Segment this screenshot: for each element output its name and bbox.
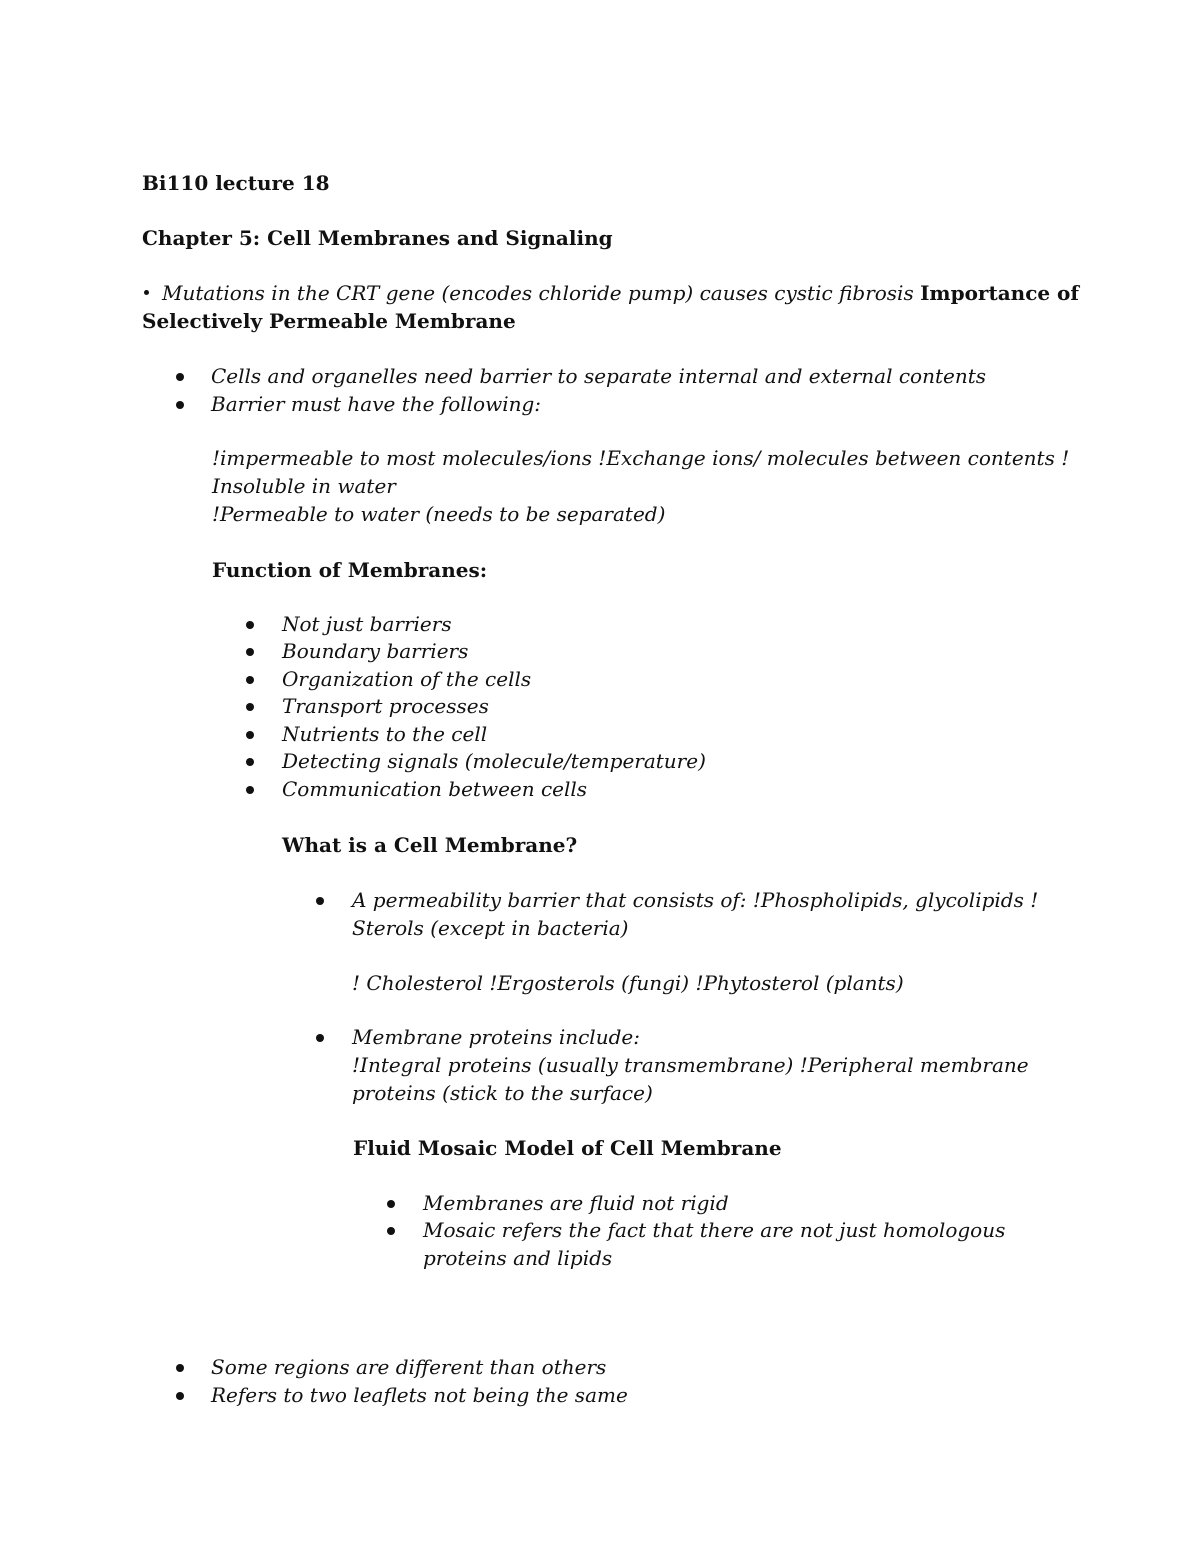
fluid-mosaic-heading: Fluid Mosaic Model of Cell Membrane xyxy=(353,1136,782,1160)
list-item: Membrane proteins include: xyxy=(352,1025,640,1049)
list-item-continuation: !Integral proteins (usually transmembrane) !Peripheral membrane xyxy=(352,1053,1029,1077)
list-item: Some regions are different than others xyxy=(211,1355,607,1379)
list-item: Membranes are fluid not rigid xyxy=(423,1191,729,1215)
bullet-marker xyxy=(176,373,184,381)
bullet-marker xyxy=(246,648,254,656)
bullet-marker xyxy=(176,1364,184,1372)
list-item: Refers to two leaflets not being the same xyxy=(211,1383,628,1407)
list-item: Nutrients to the cell xyxy=(282,722,488,746)
bullet-marker xyxy=(144,290,149,295)
bullet-marker xyxy=(246,758,254,766)
list-item-continuation: proteins and lipids xyxy=(423,1246,613,1270)
list-item: Mosaic refers the fact that there are not just homologous xyxy=(423,1218,1006,1242)
list-item-continuation: proteins (stick to the surface) xyxy=(352,1081,653,1105)
bullet-marker xyxy=(387,1200,395,1208)
list-item: Communication between cells xyxy=(282,777,588,801)
barrier-requirements-line: !impermeable to most molecules/ions !Exchange ions/ molecules between contents ! xyxy=(212,446,1070,470)
bullet-marker xyxy=(387,1227,395,1235)
bullet-marker xyxy=(246,676,254,684)
bullet-marker xyxy=(176,401,184,409)
list-item: Organization of the cells xyxy=(282,667,532,691)
intro-line xyxy=(162,279,1079,307)
sterols-line: ! Cholesterol !Ergosterols (fungi) !Phytosterol (plants) xyxy=(352,971,904,995)
list-item: Not just barriers xyxy=(282,612,452,636)
list-item-continuation: Sterols (except in bacteria) xyxy=(352,916,629,940)
list-item: A permeability barrier that consists of: !Phospholipids, glycolipids ! xyxy=(352,888,1039,912)
chapter-heading: Chapter 5: Cell Membranes and Signaling xyxy=(142,226,613,250)
document-title: Bi110 lecture 18 xyxy=(142,171,330,195)
bullet-marker xyxy=(246,703,254,711)
bullet-marker xyxy=(246,621,254,629)
importance-heading-part2: Selectively Permeable Membrane xyxy=(142,309,516,333)
bullet-marker xyxy=(316,1034,324,1042)
list-item: Barrier must have the following: xyxy=(211,392,542,416)
function-heading: Function of Membranes: xyxy=(212,558,488,582)
bullet-marker xyxy=(176,1392,184,1400)
list-item: Detecting signals (molecule/temperature) xyxy=(282,749,706,773)
importance-heading-part1: Importance of xyxy=(920,281,1080,305)
bullet-marker xyxy=(316,897,324,905)
intro-bullet-text: Mutations in the CRT gene (encodes chloride pump) causes cystic fibrosis xyxy=(162,281,914,305)
list-item: Transport processes xyxy=(282,694,489,718)
bullet-marker xyxy=(246,731,254,739)
cell-membrane-heading: What is a Cell Membrane? xyxy=(282,833,578,857)
barrier-requirements-line: !Permeable to water (needs to be separated) xyxy=(212,502,666,526)
list-item: Cells and organelles need barrier to separate internal and external contents xyxy=(211,364,987,388)
list-item: Boundary barriers xyxy=(282,639,469,663)
bullet-marker xyxy=(246,786,254,794)
barrier-requirements-line: Insoluble in water xyxy=(212,474,396,498)
